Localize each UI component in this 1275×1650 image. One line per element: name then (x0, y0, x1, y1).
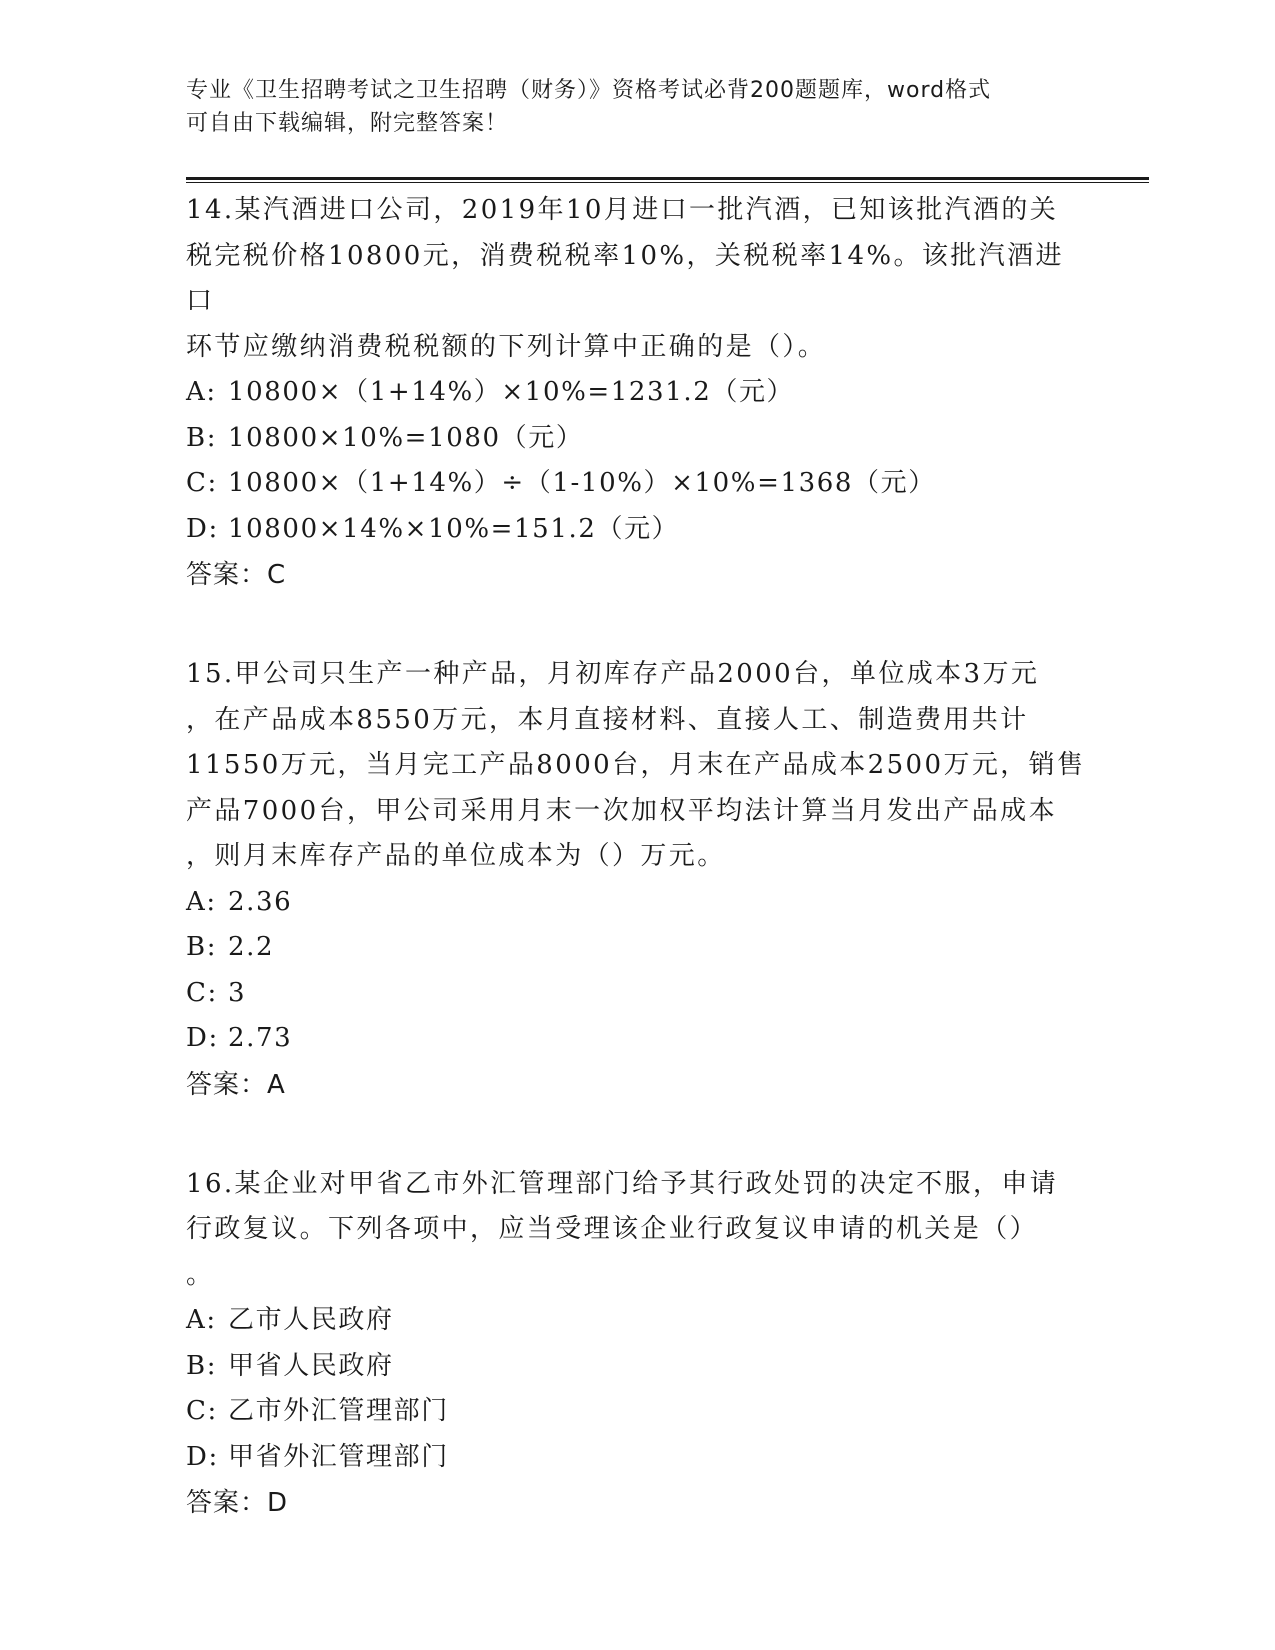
option-key: C: (186, 1396, 218, 1426)
question-stem-line: 11550万元，当月完工产品8000台，月末在产品成本2500万元，销售 (186, 750, 1086, 780)
question-stem-line: ，在产品成本8550万元，本月直接材料、直接人工、制造费用共计 (186, 704, 1029, 735)
question-stem-line: 15.甲公司只生产一种产品，月初库存产品2000台，单位成本3万元 (186, 659, 1040, 689)
question-15 (186, 652, 1086, 1108)
option-key: B: (186, 422, 218, 453)
question-stem-line: 环节应缴纳消费税税额的下列计算中正确的是（）。 (186, 331, 827, 362)
question-14 (186, 188, 1086, 598)
option-text: 2.73 (228, 1023, 293, 1053)
question-stem-line: 16.某企业对甲省乙市外汇管理部门给予其行政处罚的决定不服，申请 (186, 1168, 1059, 1199)
question-spacer (186, 1108, 1086, 1162)
option-key: B: (186, 1350, 218, 1381)
question-list (186, 188, 1086, 1526)
option-c (186, 1389, 1086, 1435)
question-16 (186, 1162, 1086, 1527)
option-d (186, 507, 1086, 553)
answer-line: 答案：A (186, 1069, 286, 1100)
question-spacer (186, 598, 1086, 652)
option-a (186, 1298, 1086, 1344)
option-key: D: (186, 1441, 219, 1472)
option-d (186, 1435, 1086, 1481)
option-d (186, 1016, 1086, 1062)
option-a (186, 880, 1086, 926)
answer-line: 答案：C (186, 560, 287, 590)
option-b (186, 416, 1086, 462)
option-key: A: (186, 377, 217, 407)
option-text: 乙市外汇管理部门 (228, 1396, 449, 1426)
document-header (186, 74, 1086, 140)
option-text: 乙市人民政府 (228, 1305, 394, 1335)
header-divider-thin (186, 182, 1149, 183)
option-text: 3 (228, 977, 247, 1008)
option-key: D: (186, 1023, 219, 1053)
option-text: 2.2 (228, 932, 275, 962)
question-stem-line: ，则月末库存产品的单位成本为（）万元。 (186, 841, 726, 871)
option-a (186, 370, 1086, 416)
option-key: A: (186, 886, 217, 917)
question-stem-line: 产品7000台，甲公司采用月末一次加权平均法计算当月发出产品成本 (186, 795, 1057, 826)
header-divider-thick (186, 177, 1149, 180)
option-text: 10800×10%=1080（元） (228, 422, 584, 453)
option-key: C: (186, 977, 218, 1008)
option-c (186, 461, 1086, 507)
option-b (186, 1344, 1086, 1390)
answer-line: 答案：D (186, 1488, 289, 1518)
option-text: 2.36 (228, 886, 293, 917)
header-line-1: 专业《卫生招聘考试之卫生招聘（财务）》资格考试必背200题题库，word格式 (186, 78, 992, 103)
option-text: 甲省外汇管理部门 (228, 1441, 449, 1472)
header-line-2: 可自由下载编辑，附完整答案！ (186, 111, 509, 136)
option-text: 甲省人民政府 (228, 1350, 394, 1381)
option-text: 10800×（1+14%）×10%=1231.2（元） (228, 377, 795, 407)
option-key: D: (186, 513, 219, 544)
option-key: B: (186, 932, 218, 962)
question-stem-line: 14.某汽酒进口公司，2019年10月进口一批汽酒，已知该批汽酒的关 (186, 195, 1059, 225)
option-key: C: (186, 468, 218, 498)
option-c (186, 971, 1086, 1017)
option-text: 10800×（1+14%）÷（1-10%）×10%=1368（元） (228, 468, 936, 498)
question-stem-line: 税完税价格10800元，消费税税率10%，关税税率14%。该批汽酒进口 (186, 240, 1064, 316)
option-b (186, 925, 1086, 971)
question-stem-line: 行政复议。下列各项中，应当受理该企业行政复议申请的机关是（） (186, 1214, 1039, 1244)
option-text: 10800×14%×10%=151.2（元） (228, 513, 680, 544)
option-key: A: (186, 1305, 217, 1335)
question-stem-line: 。 (186, 1259, 215, 1290)
